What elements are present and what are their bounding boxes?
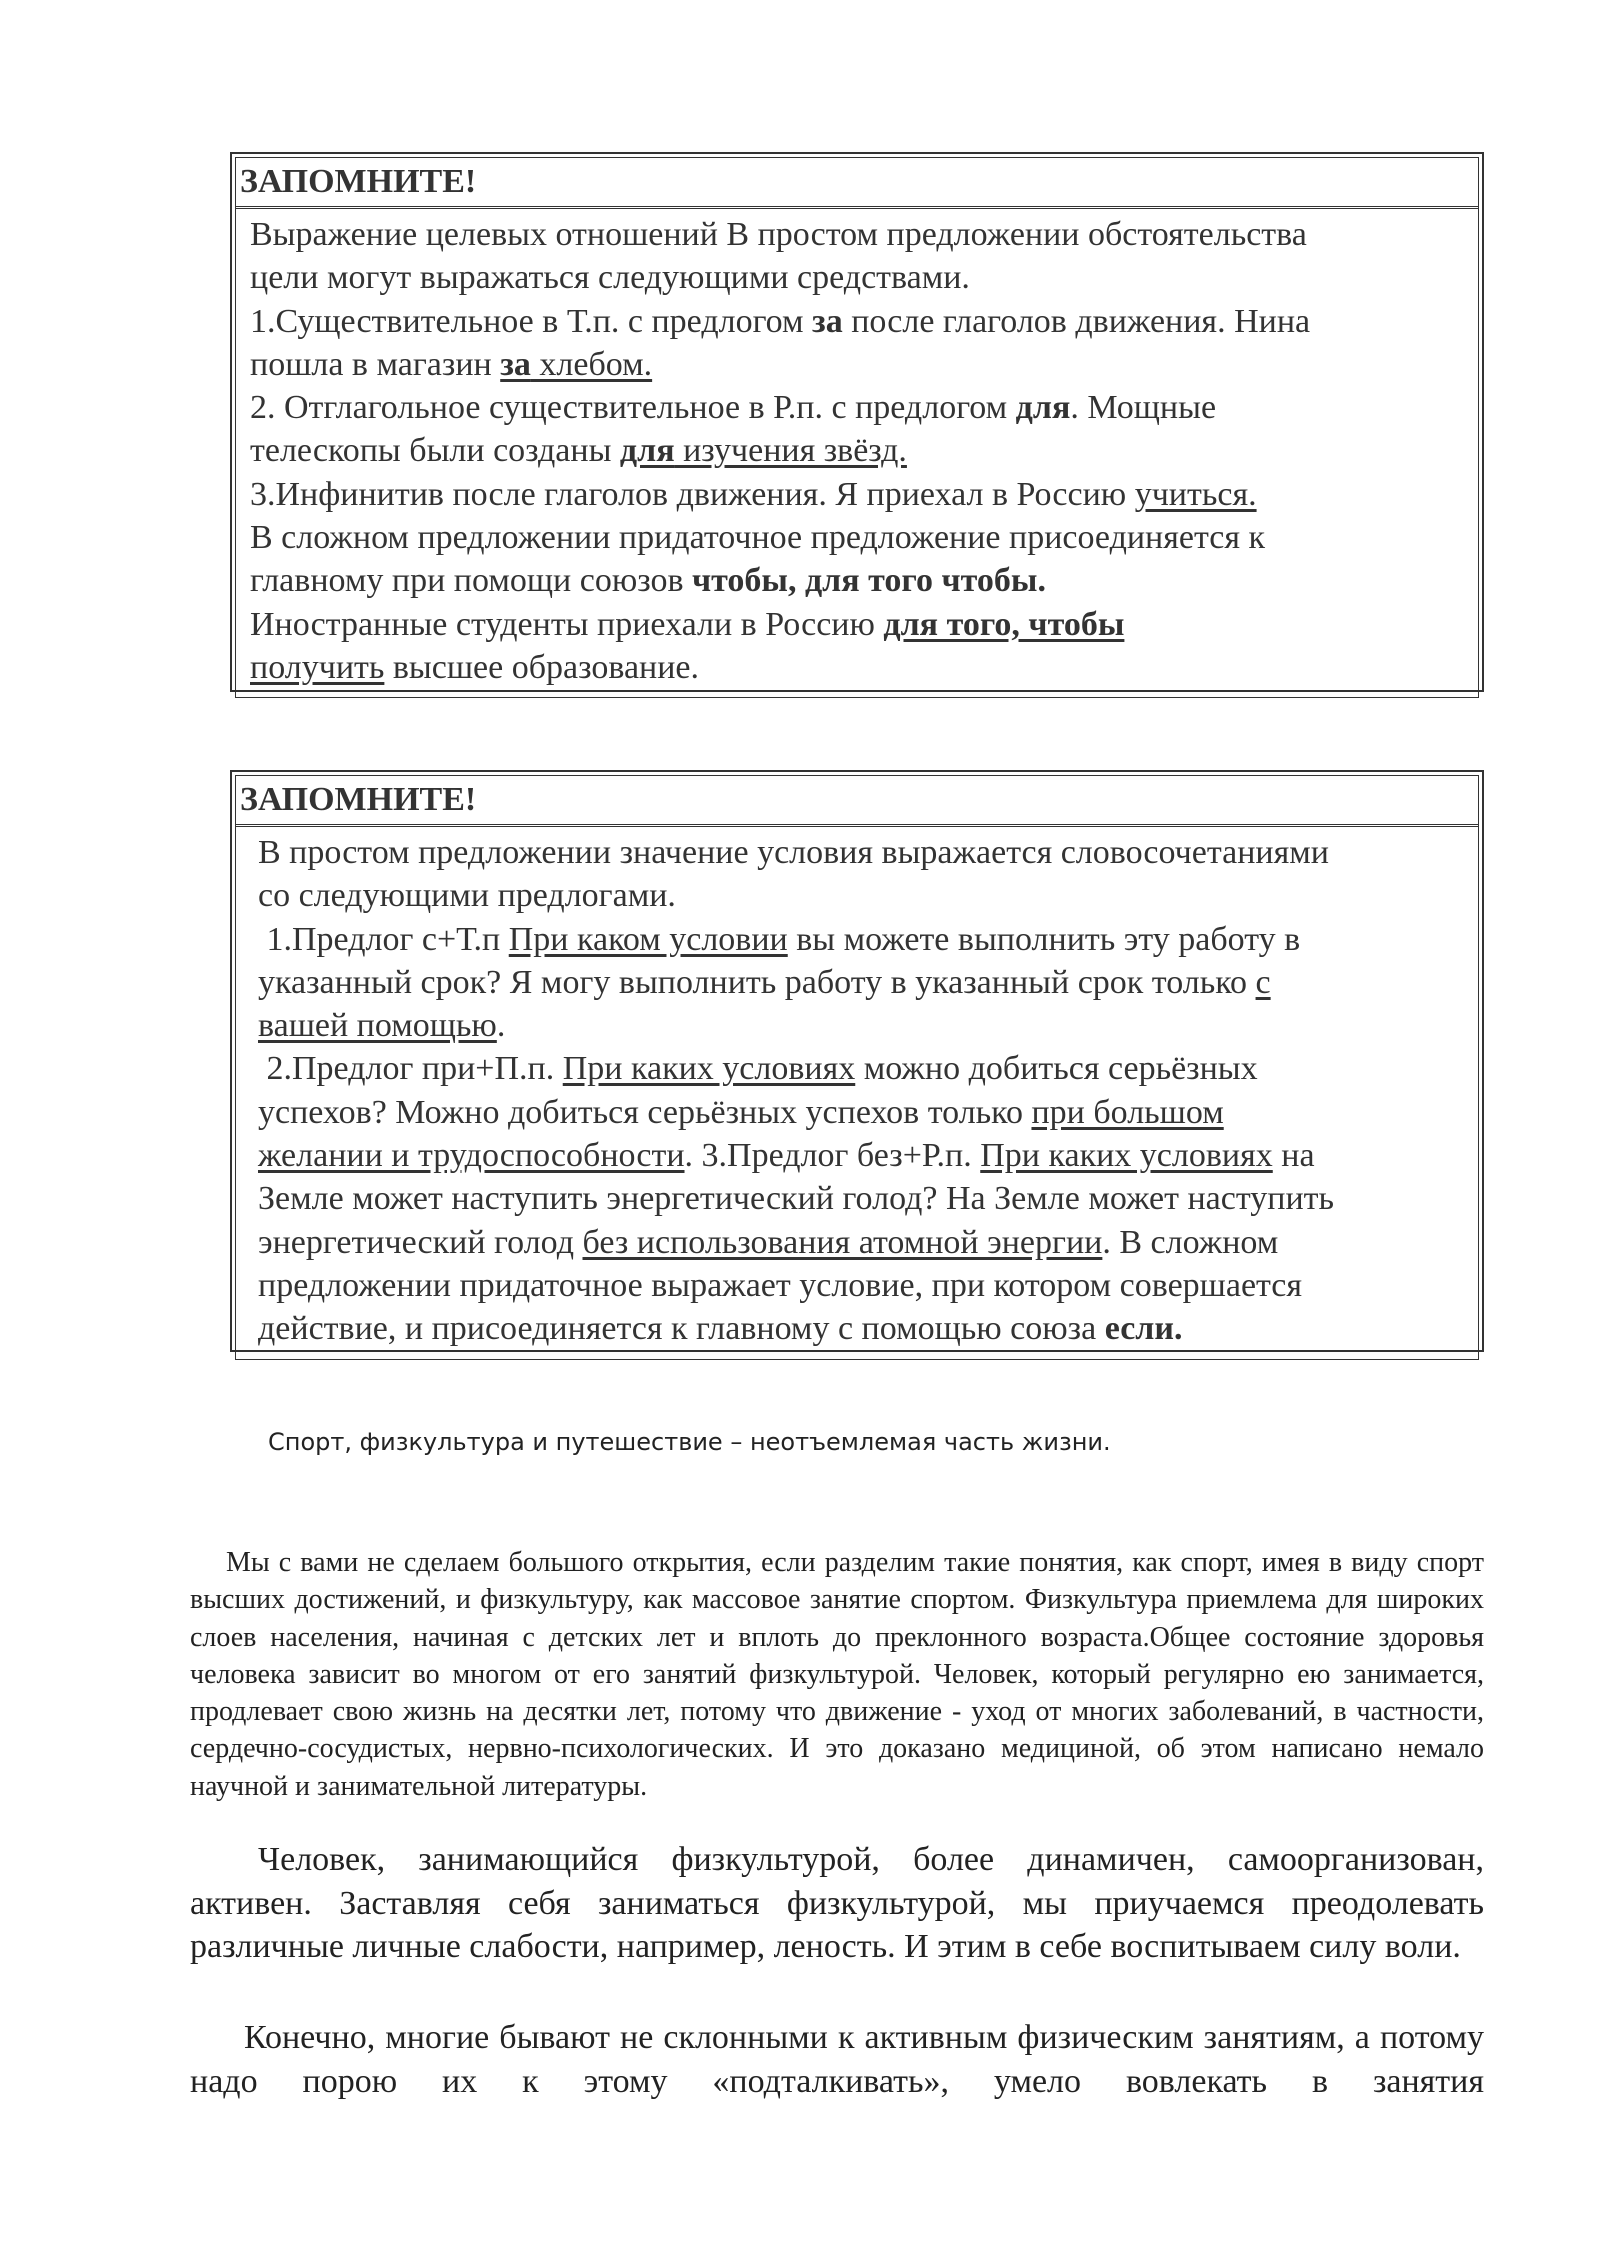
- text-run: . Мощные: [1070, 389, 1217, 427]
- text-run: .: [496, 1007, 506, 1045]
- bold-run: за: [812, 302, 843, 340]
- box-line: [258, 874, 1468, 917]
- underline-run: получить: [250, 648, 385, 686]
- underline-run: при большом: [1031, 1093, 1224, 1131]
- box-line: [258, 831, 1468, 874]
- bold-run: для: [619, 432, 675, 470]
- text-run: Иностранные студенты приехали в Россию: [250, 605, 884, 643]
- box-line: [258, 918, 1468, 961]
- remember-box-inner: [235, 775, 1479, 1360]
- text-run: телескопы были созданы: [250, 432, 620, 470]
- box-line: [258, 1091, 1468, 1134]
- text-run: успехов? Можно добиться серьёзных успехов только: [258, 1093, 1032, 1131]
- body-paragraph: Мы с вами не сделаем большого открытия, если разделим такие понятия, как спорт, имея в виду спорт высших достижений, и физкультуру, как массовое занятие спортом. Физкультура приемлема для широких слоев населения, начиная с детских лет и вплоть до преклонного возраста.Общее состояние здоровья человека зависит во многом от его занятий физкультурой. Человек, который регулярно ею занимается, продлевает свою жизнь на десятки лет, потому что движение - уход от многих заболеваний, в частности, сердечно-сосудистых, нервно-психологических. И это доказано медициной, об этом написано немало научной и занимательной литературы.: [190, 1547, 1484, 1802]
- remember-box-inner: [235, 157, 1479, 698]
- underline-run: без использования атомной энергии: [582, 1223, 1103, 1261]
- box-line: [250, 256, 1468, 299]
- text-run: пошла в магазин: [250, 345, 501, 383]
- section-caption: Спорт, физкультура и путешествие – неотъемлемая часть жизни.: [268, 1428, 1111, 1456]
- remember-box-body: [236, 209, 1478, 697]
- underline-run: При каком условии: [508, 920, 788, 958]
- text-run: указанный срок? Я могу выполнить работу в указанный срок только: [258, 963, 1256, 1001]
- text-run: главному при помощи союзов: [250, 562, 692, 600]
- box-line: [258, 1177, 1468, 1220]
- box-line: [250, 603, 1468, 646]
- box-line: [258, 1264, 1468, 1307]
- box-line: [250, 300, 1468, 343]
- text-run: хлебом.: [530, 345, 653, 383]
- remember-box-condition: [230, 770, 1484, 1352]
- text-run: 1.Существительное в Т.п. с предлогом: [250, 302, 813, 340]
- text-run: Выражение целевых отношений В простом предложении обстоятельства: [250, 216, 1307, 253]
- text-run: энергетический голод: [258, 1223, 583, 1261]
- text-run: изучения звёзд.: [674, 432, 907, 470]
- bold-run: для: [1015, 389, 1071, 427]
- text-run: . 3.Предлог без+Р.п.: [684, 1137, 981, 1175]
- remember-box-title: ЗАПОМНИТЕ!: [236, 776, 1478, 827]
- text-run: действие, и присоединяется к главному с помощью союза: [258, 1310, 1105, 1348]
- box-line: [250, 429, 1468, 472]
- body-paragraph: Человек, занимающийся физкультурой, более динамичен, самоорганизован, активен. Заставляя себя заниматься физкультурой, мы приучаемся преодолевать различные личные слабости, например, леность. И этим в себе воспитываем силу воли.: [190, 1841, 1484, 1965]
- underline-run: вашей помощью: [258, 1007, 497, 1045]
- text-run: можно добиться серьёзных: [855, 1050, 1258, 1088]
- box-line: [250, 516, 1468, 559]
- text-run: 2.Предлог при+П.п.: [258, 1050, 563, 1088]
- bold-run: чтобы, для того чтобы.: [692, 562, 1046, 600]
- text-run: на: [1272, 1137, 1315, 1175]
- text-run: вы можете выполнить эту работу в: [787, 920, 1301, 958]
- text-run: после глаголов движения. Нина: [842, 302, 1311, 340]
- body-paragraph-text: Конечно, многие бывают не склонными к активным физическим занятиям, а потому надо порою их к этому «подталкивать», умело вовлекать в занятия: [190, 2019, 1484, 2100]
- text-run: 3.Инфинитив после глаголов движения. Я приехал в Россию: [250, 475, 1135, 513]
- underline-run: с: [1255, 963, 1271, 1001]
- bold-run: для того, чтобы: [883, 605, 1125, 643]
- box-line: [258, 961, 1468, 1004]
- text-run: . В сложном: [1102, 1223, 1279, 1261]
- box-line: [258, 1047, 1468, 1090]
- bold-run: если.: [1104, 1310, 1183, 1348]
- underline-run: При каких условиях: [562, 1050, 856, 1088]
- box-line: [250, 213, 1468, 256]
- box-line: [250, 343, 1468, 386]
- remember-box-purpose: [230, 152, 1484, 692]
- box-line: [258, 1004, 1468, 1047]
- underline-run: [500, 346, 652, 383]
- box-line: [258, 1134, 1468, 1177]
- text-run: цели могут выражаться следующими средствами.: [250, 259, 970, 297]
- text-run: предложении придаточное выражает условие, при котором совершается: [258, 1266, 1303, 1304]
- text-run: Земле может наступить энергетический голод? На Земле может наступить: [258, 1180, 1335, 1218]
- text-run: 2. Отглагольное существительное в Р.п. с предлогом: [250, 389, 1016, 427]
- box-line: [258, 1307, 1468, 1350]
- box-line: [258, 1221, 1468, 1264]
- underline-run: учиться.: [1134, 475, 1257, 513]
- text-run: высшее образование.: [384, 648, 700, 686]
- text-run: В сложном предложении придаточное предложение присоединяется к: [250, 519, 1266, 557]
- body-paragraph: [190, 2016, 1484, 2103]
- remember-box-title: ЗАПОМНИТЕ!: [236, 158, 1478, 209]
- underline-run: [620, 432, 907, 469]
- underline-run: желании и трудоспособности: [258, 1137, 685, 1175]
- box-line: [250, 386, 1468, 429]
- underline-run: При каких условиях: [980, 1137, 1273, 1175]
- text-run: 1.Предлог с+Т.п: [258, 920, 509, 958]
- text-run: В простом предложении значение условия выражается словосочетаниями: [258, 834, 1329, 871]
- box-line: [250, 473, 1468, 516]
- bold-run: за: [500, 345, 531, 383]
- box-line: [250, 559, 1468, 602]
- remember-box-body: [236, 827, 1478, 1359]
- text-run: со следующими предлогами.: [258, 877, 676, 915]
- box-line: [250, 646, 1468, 689]
- underline-run: [883, 606, 1124, 643]
